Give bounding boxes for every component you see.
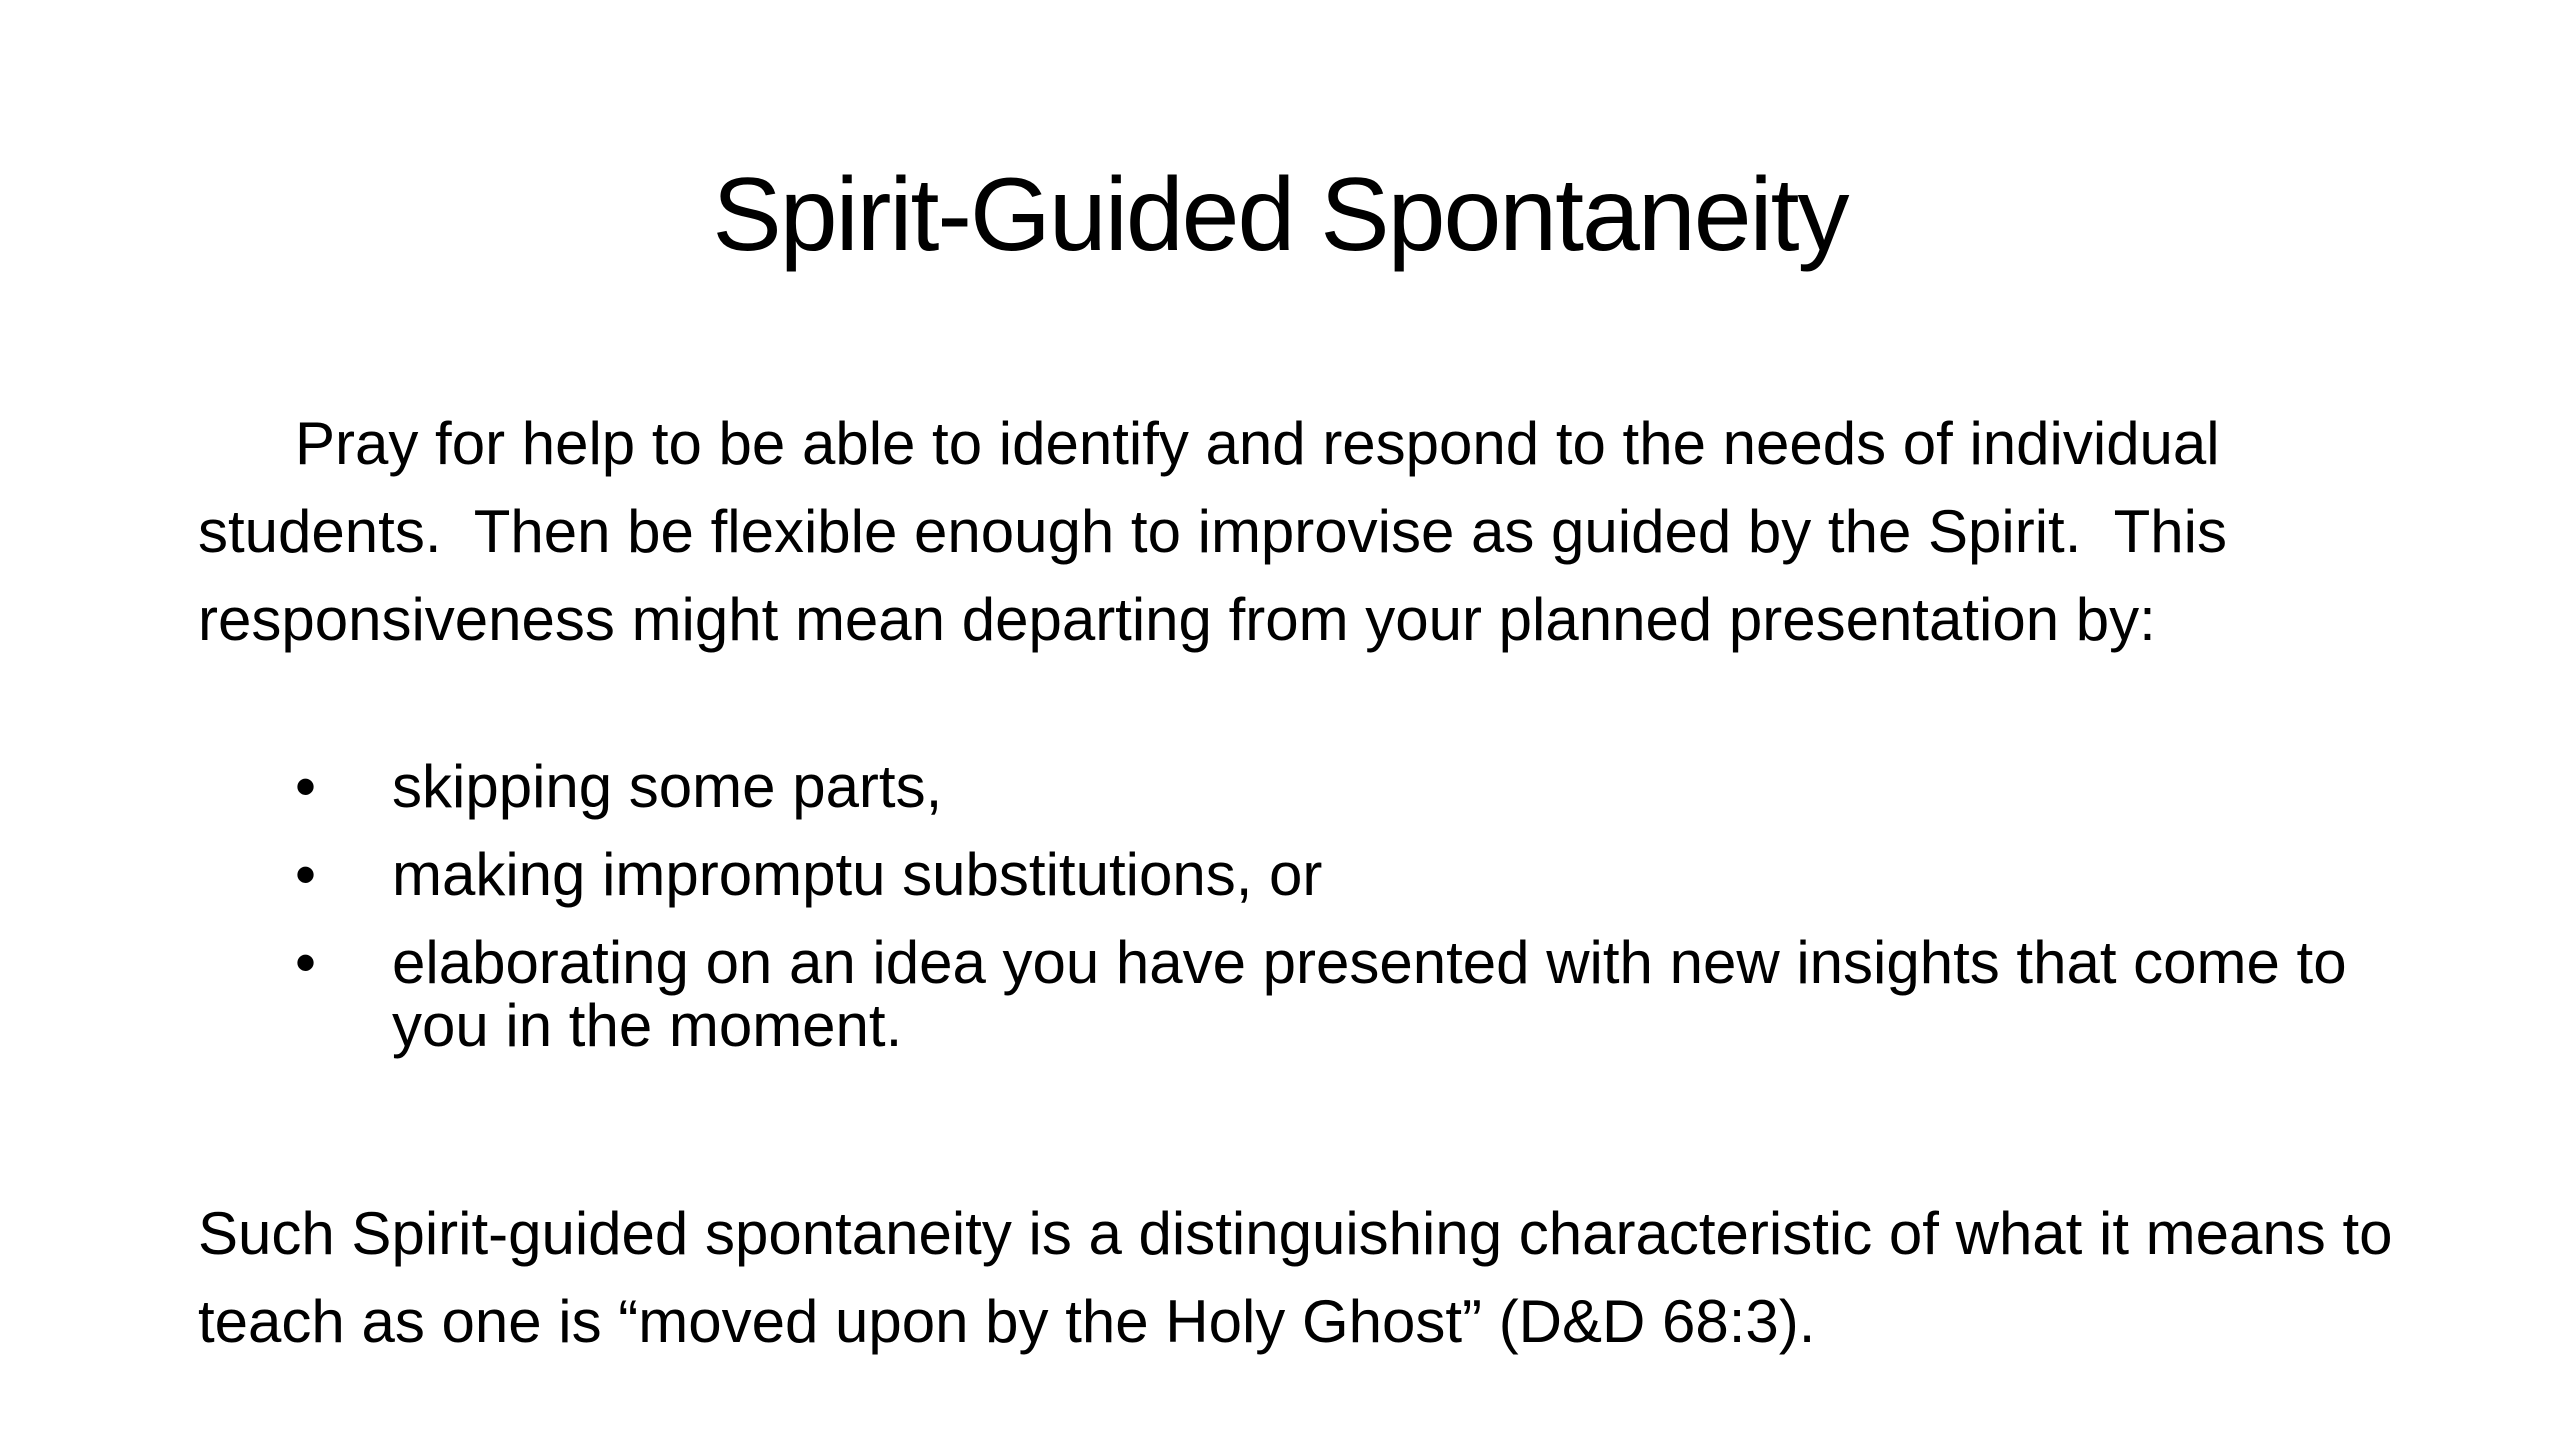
bullet-icon: • [295, 929, 317, 996]
list-item [198, 843, 2398, 906]
intro-paragraph: Pray for help to be able to identify and respond to the needs of individual students. Then be flexible enough to improvise as guided by the Spirit. This responsiveness might mean departing from your planned presentation by: [198, 410, 2244, 653]
bullet-icon: • [295, 753, 317, 820]
list-item [198, 931, 2398, 1057]
bullet-text: elaborating on an idea you have presented with new insights that come to you in the moment. [392, 929, 2347, 1059]
list-item [198, 755, 2398, 818]
bullet-icon: • [295, 841, 317, 908]
bullet-text: skipping some parts, [392, 753, 943, 820]
bullet-text: making impromptu substitutions, or [392, 841, 1323, 908]
closing-paragraph: Such Spirit-guided spontaneity is a distinguishing characteristic of what it means to teach as one is “moved upon by the Holy Ghost” (D&D 68:3). [198, 1200, 2393, 1355]
bullet-list [198, 755, 2398, 1082]
slide-title: Spirit-Guided Spontaneity [712, 157, 1848, 273]
